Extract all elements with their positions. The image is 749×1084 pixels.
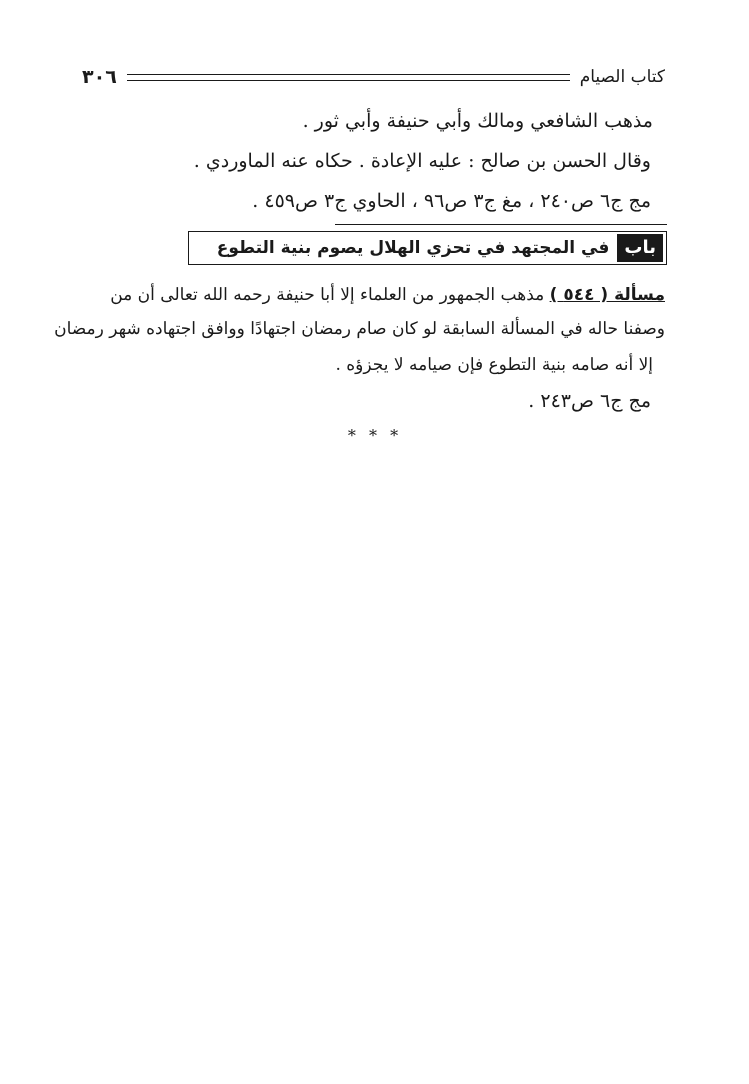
- issue-line-1: [84, 278, 665, 312]
- chapter-tag: باب: [617, 234, 663, 262]
- text-line-2: وقال الحسن بن صالح : عليه الإعادة . حكاه عنه الماوردي .: [193, 150, 651, 172]
- reference-line: مج ج٦ ص٢٤٠ ، مغ ج٣ ص٩٦ ، الحاوي ج٣ ص٤٥٩ .: [252, 190, 651, 212]
- issue-reference: مج ج٦ ص٢٤٣ .: [528, 390, 651, 412]
- section-end-stars: * * *: [347, 426, 403, 445]
- chapter-heading: [188, 231, 667, 265]
- issue-line-3: إلا أنه صامه بنية التطوع فإن صيامه لا يجزؤه .: [335, 355, 653, 375]
- chapter-title: في المجتهد في تحزي الهلال يصوم بنية التطوع: [216, 238, 610, 258]
- text-line-1: مذهب الشافعي ومالك وأبي حنيفة وأبي ثور .: [302, 110, 653, 132]
- issue-line-2: وصفنا حاله في المسألة السابقة لو كان صام رمضان اجتهادًا ووافق اجتهاده شهر رمضان: [54, 319, 665, 339]
- section-divider: [335, 224, 667, 225]
- issue-text-1: مذهب الجمهور من العلماء إلا أبا حنيفة رحمه الله تعالى أن من: [110, 285, 550, 305]
- book-title: كتاب الصيام: [579, 67, 665, 87]
- header-double-rule: [127, 74, 570, 81]
- issue-label: مسألة ( ٥٤٤ ): [549, 285, 665, 305]
- page-number: ٣٠٦: [82, 66, 117, 88]
- running-header: [82, 64, 665, 90]
